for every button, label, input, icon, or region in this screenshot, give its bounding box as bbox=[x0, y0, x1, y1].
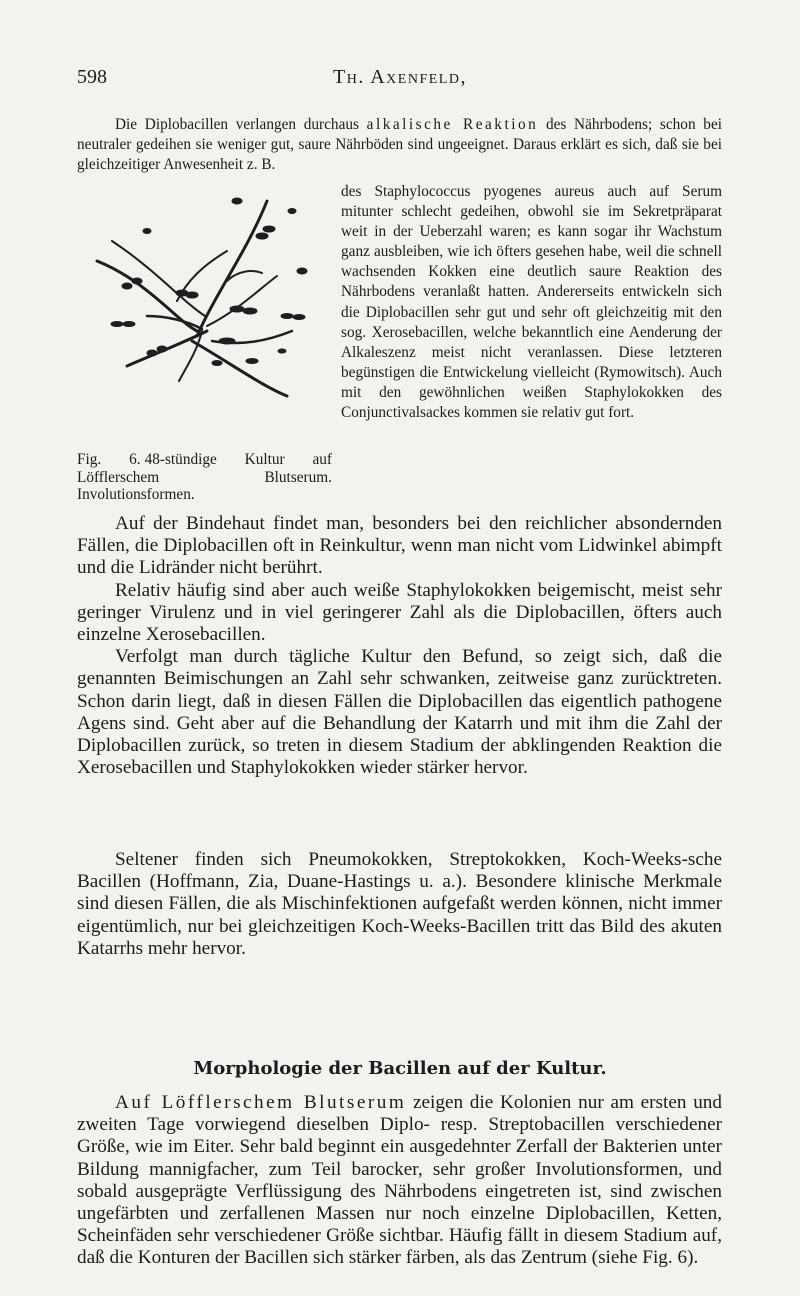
figure-caption bbox=[77, 451, 332, 504]
side-text: des Staphylococcus pyogenes aureus auch auf Serum mitunter schlecht gedeihen, obwohl sie im Sekretpräparat weit in der Ueberzahl waren; es kann sogar ihr Wachstum ganz ausbleiben, wie ich öfters gesehen habe, weil die schnell wachsenden Kokken eine deutlich saure Reaktion des Nährbodens veranlaßt hatten. Andererseits entwickeln sich die Diplobacillen sehr gut und sehr oft gleichzeitig mit den sog. Xerosebacillen, welche bekanntlich eine Aenderung der Alkaleszenz meist nicht veranlassen. Diese letzteren begünstigen die Entwickelung vielleicht (Rymowitsch). Auch mit den gewöhnlichen weißen Staphylokokken des Conjunctivalsackes kommen sie relativ gut fort. bbox=[341, 183, 722, 422]
section-heading: Morphologie der Bacillen auf der Kultur. bbox=[193, 1058, 607, 1079]
figure-6 bbox=[77, 181, 332, 503]
page-header bbox=[77, 66, 723, 96]
intro-text-post: des Nährbodens; schon bei neutraler gedeihen sie weniger gut, saure Nährböden sind ungeeignet. Daraus erklärt es sich, daß sie bei gleichzeitiger Anwesenheit z. B. bbox=[77, 116, 722, 174]
intro-emphasis: alkalische Reaktion bbox=[366, 116, 539, 133]
figure-caption-text: 48-stündige Kultur auf Löfflerschem Blutserum. Involutionsformen. bbox=[77, 451, 332, 503]
intro-text-pre: Die Diplobacillen verlangen durchaus bbox=[115, 116, 367, 133]
main-text-block bbox=[77, 513, 722, 779]
figure-label: Fig. 6. bbox=[77, 451, 141, 468]
paragraph-staphylokokken: Relativ häufig sind aber auch weiße Staphylokokken beigemischt, meist sehr geringer Virulenz und in viel geringerer Zahl als die Diplobacillen, öfters auch einzelne Xerosebacillen. bbox=[77, 579, 722, 646]
paragraph-morphologie bbox=[77, 1092, 722, 1270]
intro-paragraph bbox=[77, 115, 722, 175]
paragraph-bindehaut: Auf der Bindehaut findet man, besonders bei den reichlicher absondernden Fällen, die Diplobacillen oft in Reinkultur, wenn man nicht vom Lidwinkel abimpft und die Lidränder nicht berührt. bbox=[77, 513, 722, 579]
section-text: zeigen die Kolonien nur am ersten und zweiten Tage vorwiegend dieselben Diplo- resp. Streptobacillen verschiedener Größe, wie im Eiter. Sehr bald beginnt ein ausgedehnter Zerfall der Bakterien unter Bildung mannigfacher, zum Teil barocker, sehr großer Involutionsformen, und sobald ausgeprägte Verflüssigung des Nährbodens eingetreten ist, sind zwischen ungefärbten und zerfallenen Massen nur noch einzelne Diplobacillen, Ketten, Scheinfäden sehr verschiedener Größe sichtbar. Häufig fällt in diesem Stadium auf, daß die Konturen der Bacillen sich stärker färben, als das Zentrum (siehe Fig. 6). bbox=[77, 1092, 722, 1269]
running-head: Th. Axenfeld, bbox=[333, 66, 467, 88]
section-lead: Auf Löfflerschem Blutserum bbox=[115, 1092, 407, 1113]
paragraph-kultur: Verfolgt man durch tägliche Kultur den Befund, so zeigt sich, daß die genannten Beimischungen an Zahl sehr schwanken, zeitweise ganz zurücktreten. Schon darin liegt, daß in diesen Fällen die Diplobacillen das eigentlich pathogene Agens sind. Geht aber auf die Behandlung der Katarrh und mit ihm die Zahl der Diplobacillen zurück, so treten in diesem Stadium der abklingenden Reaktion die Xerosebacillen und Staphylokokken wieder stärker hervor. bbox=[77, 646, 722, 779]
page-number: 598 bbox=[77, 66, 107, 88]
bacilli-drawing bbox=[87, 181, 332, 443]
paragraph-mischinfektionen: Seltener finden sich Pneumokokken, Streptokokken, Koch-Weeks-sche Bacillen (Hoffmann, Zia, Duane-Hastings u. a.). Besondere klinische Merkmale sind diesen Fällen, die als Mischinfektionen aufgefaßt werden können, nicht immer eigentümlich, nur bei gleichzeitigen Koch-Weeks-Bacillen tritt das Bild des akuten Katarrhs mehr hervor. bbox=[77, 849, 722, 959]
